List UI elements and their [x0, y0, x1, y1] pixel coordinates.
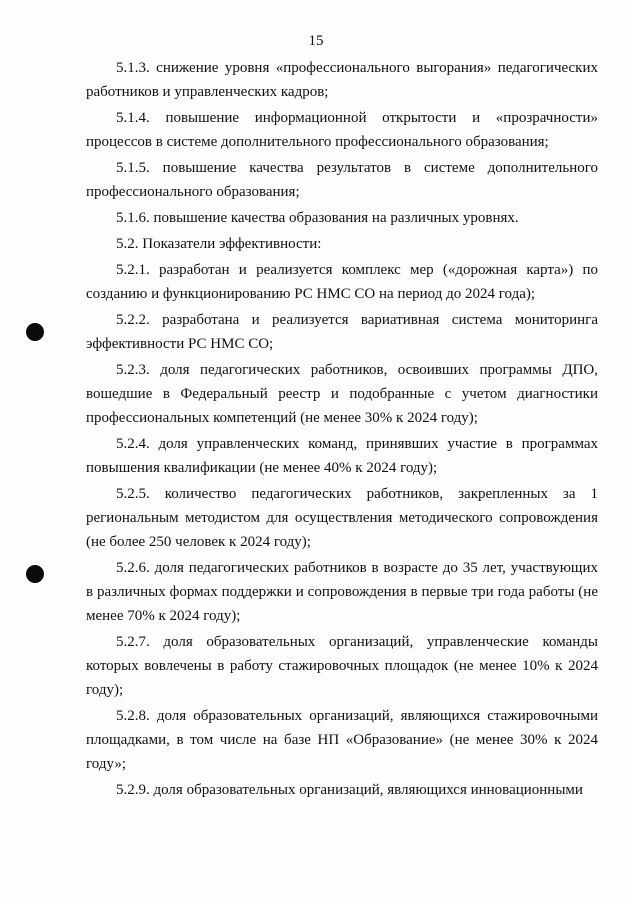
paragraph-5-2-5: 5.2.5. количество педагогических работников, закрепленных за 1 региональным методистом для осуществления методического сопровождения (не более 250 человек к 2024 году);	[86, 486, 598, 550]
paragraph-5-1-6: 5.1.6. повышение качества образования на различных уровнях.	[116, 210, 519, 226]
paragraph-5-1-3: 5.1.3. снижение уровня «профессионального выгорания» педагогических работников и управленческих кадров;	[86, 60, 598, 100]
paragraph-5-2-9: 5.2.9. доля образовательных организаций, являющихся инновационными	[116, 782, 583, 798]
paragraph-5-2-4: 5.2.4. доля управленческих команд, принявших участие в программах повышения квалификации (не менее 40% к 2024 году);	[86, 436, 598, 476]
paragraph-5-2-6: 5.2.6. доля педагогических работников в возрасте до 35 лет, участвующих в различных формах поддержки и сопровождения в первые три года работы (не менее 70% к 2024 году);	[86, 560, 598, 624]
paragraph-5-2-1: 5.2.1. разработан и реализуется комплекс мер («дорожная карта») по созданию и функционированию РС НМС СО на период до 2024 года);	[86, 262, 598, 302]
section-heading-5-2: 5.2. Показатели эффективности:	[116, 236, 322, 252]
page-number: 15	[308, 33, 324, 49]
punch-hole	[26, 323, 44, 341]
paragraph-5-2-2: 5.2.2. разработана и реализуется вариативная система мониторинга эффективности РС НМС СО;	[86, 312, 598, 352]
paragraph-5-1-4: 5.1.4. повышение информационной открытости и «прозрачности» процессов в системе дополнительного профессионального образования;	[86, 110, 598, 150]
paragraph-5-2-7: 5.2.7. доля образовательных организаций, управленческие команды которых вовлечены в работу стажировочных площадок (не менее 10% к 2024 году);	[86, 634, 598, 698]
punch-hole	[26, 565, 44, 583]
paragraph-5-2-8: 5.2.8. доля образовательных организаций, являющихся стажировочными площадками, в том числе на базе НП «Образование» (не менее 30% к 2024 году»;	[86, 708, 598, 772]
paragraph-5-2-3: 5.2.3. доля педагогических работников, освоивших программы ДПО, вошедшие в Федеральный реестр и подобранные с учетом диагностики профессиональных компетенций (не менее 30% к 2024 году);	[86, 362, 598, 426]
paragraph-5-1-5: 5.1.5. повышение качества результатов в системе дополнительного профессионального образования;	[86, 160, 598, 200]
document-body	[86, 56, 598, 804]
